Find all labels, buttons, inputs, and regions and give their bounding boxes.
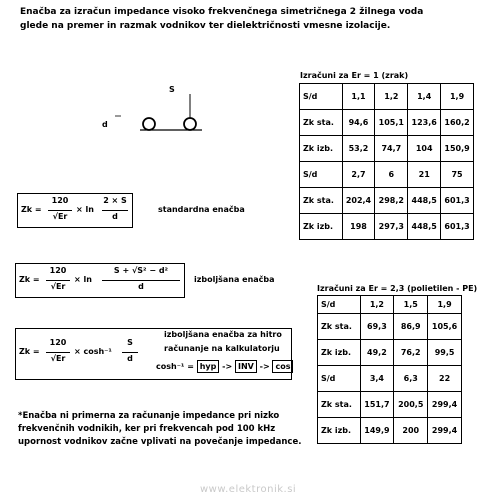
table-cell: Zk sta.: [300, 110, 343, 136]
table-2-caption: Izračuni za Er = 2,3 (polietilen - PE): [317, 284, 478, 293]
table-cell: 601,3: [441, 214, 474, 240]
formula-2-mult: × ln: [74, 275, 92, 284]
table-cell: S/d: [300, 162, 343, 188]
table-cell: 298,2: [375, 188, 408, 214]
table-row: [300, 110, 474, 136]
table-cell: 6: [375, 162, 408, 188]
table-row: [318, 418, 462, 444]
conductor-1: [143, 118, 155, 130]
footnote-line-3: upornost vodnikov začne vplivati na povečanje impedance.: [18, 437, 302, 447]
table-cell: 99,5: [428, 340, 462, 366]
table-cell: Zk izb.: [300, 136, 343, 162]
table-air: [299, 83, 474, 240]
hyp-key: hyp: [197, 360, 220, 373]
table-row: [300, 162, 474, 188]
formula-1-den1: √Er: [52, 212, 68, 221]
formula-1-lhs: Zk =: [21, 205, 42, 214]
table-cell: 299,4: [428, 392, 462, 418]
formula-3-num1: 120: [49, 338, 67, 347]
table-cell: 160,2: [441, 110, 474, 136]
page-title: [20, 5, 423, 33]
formula-2-lhs: Zk =: [19, 275, 40, 284]
spacing-label: S: [169, 85, 175, 94]
table-cell: 1,2: [375, 84, 408, 110]
table-cell: 198: [342, 214, 375, 240]
table-cell: 1,1: [342, 84, 375, 110]
table-cell: 75: [441, 162, 474, 188]
arrow-1: ->: [222, 362, 233, 371]
table-cell: S/d: [318, 366, 361, 392]
formula-1-mult: × ln: [76, 205, 94, 214]
conductor-2: [184, 118, 196, 130]
formula-standard-box: [17, 193, 133, 228]
table-cell: 1,9: [428, 296, 462, 314]
table-cell: Zk sta.: [318, 392, 361, 418]
table-cell: 74,7: [375, 136, 408, 162]
cos-key: cos: [272, 360, 293, 373]
calculator-sequence: [156, 360, 293, 373]
table-cell: 22: [428, 366, 462, 392]
table-cell: 1,2: [360, 296, 394, 314]
table-cell: 49,2: [360, 340, 394, 366]
table-cell: Zk izb.: [300, 214, 343, 240]
table-cell: 448,5: [408, 188, 441, 214]
table-cell: 2,7: [342, 162, 375, 188]
table-cell: 151,7: [360, 392, 394, 418]
conductor-diagram: [90, 80, 220, 140]
calc-prefix: cosh⁻¹ =: [156, 362, 194, 371]
table-cell: 105,6: [428, 314, 462, 340]
formula-3-lhs: Zk =: [19, 347, 40, 356]
title-line-2: glede na premer in razmak vodnikov ter dielektričnosti vmesne izolacije.: [20, 21, 391, 31]
table-row: [300, 136, 474, 162]
table-cell: 202,4: [342, 188, 375, 214]
table-1-caption: Izračuni za Er = 1 (zrak): [300, 71, 409, 80]
formula-1-num2: 2 × S: [103, 196, 127, 205]
table-cell: 86,9: [394, 314, 428, 340]
footnote-line-1: *Enačba ni primerna za računanje impedance pri nizko: [18, 411, 280, 421]
formula-3-den1: √Er: [50, 354, 66, 363]
table-cell: Zk izb.: [318, 340, 361, 366]
arrow-2: ->: [259, 362, 270, 371]
table-cell: 297,3: [375, 214, 408, 240]
formula-calculator-box: [15, 328, 292, 380]
formula-improved-box: [15, 263, 185, 298]
table-cell: 601,3: [441, 188, 474, 214]
table-cell: 6,3: [394, 366, 428, 392]
table-cell: 1,5: [394, 296, 428, 314]
table-cell: 200,5: [394, 392, 428, 418]
table-row: [300, 84, 474, 110]
table-cell: 105,1: [375, 110, 408, 136]
table-cell: Zk izb.: [318, 418, 361, 444]
inv-key: INV: [235, 360, 257, 373]
table-cell: 200: [394, 418, 428, 444]
table-row: [318, 392, 462, 418]
formula-1-label: standardna enačba: [158, 205, 245, 214]
table-cell: 299,4: [428, 418, 462, 444]
table-cell: 69,3: [360, 314, 394, 340]
table-cell: 123,6: [408, 110, 441, 136]
table-cell: 150,9: [441, 136, 474, 162]
table-row: [318, 296, 462, 314]
table-row: [300, 188, 474, 214]
table-cell: S/d: [318, 296, 361, 314]
formula-2-den1: √Er: [50, 282, 66, 291]
formula-3-label-2: računanje na kalkulatorju: [164, 344, 280, 353]
table-cell: S/d: [300, 84, 343, 110]
table-row: [318, 314, 462, 340]
table-cell: Zk sta.: [318, 314, 361, 340]
table-row: [300, 214, 474, 240]
formula-3-den2: d: [127, 354, 133, 363]
formula-3-mult: × cosh⁻¹: [74, 347, 112, 356]
footnote-line-2: frekvenčnih vodnikih, ker pri frekvencah pod 100 kHz: [18, 424, 276, 434]
formula-2-label: izboljšana enačba: [194, 275, 275, 284]
table-cell: 21: [408, 162, 441, 188]
table-cell: 94,6: [342, 110, 375, 136]
formula-2-num1: 120: [49, 266, 67, 275]
table-row: [318, 366, 462, 392]
table-cell: 1,9: [441, 84, 474, 110]
table-cell: 76,2: [394, 340, 428, 366]
title-line-1: Enačba za izračun impedance visoko frekvenčnega simetričnega 2 žilnega voda: [20, 7, 424, 17]
formula-3-label-1: izboljšana enačba za hitro: [164, 330, 282, 339]
formula-2-num2: S + √S² − d²: [113, 266, 169, 275]
diameter-label: d: [102, 120, 108, 129]
table-cell: 53,2: [342, 136, 375, 162]
formula-1-num1: 120: [51, 196, 69, 205]
formula-2-den2: d: [138, 282, 144, 291]
table-cell: 448,5: [408, 214, 441, 240]
table-polyethylene: [317, 295, 462, 444]
footnote: [18, 410, 301, 449]
formula-1-den2: d: [112, 212, 118, 221]
table-cell: 149,9: [360, 418, 394, 444]
table-row: [318, 340, 462, 366]
conductor-diagram-svg: [90, 80, 220, 140]
table-cell: 1,4: [408, 84, 441, 110]
table-cell: Zk sta.: [300, 188, 343, 214]
table-cell: 3,4: [360, 366, 394, 392]
formula-3-num2: S: [127, 338, 133, 347]
table-cell: 104: [408, 136, 441, 162]
watermark: www.elektronik.si: [200, 484, 297, 495]
